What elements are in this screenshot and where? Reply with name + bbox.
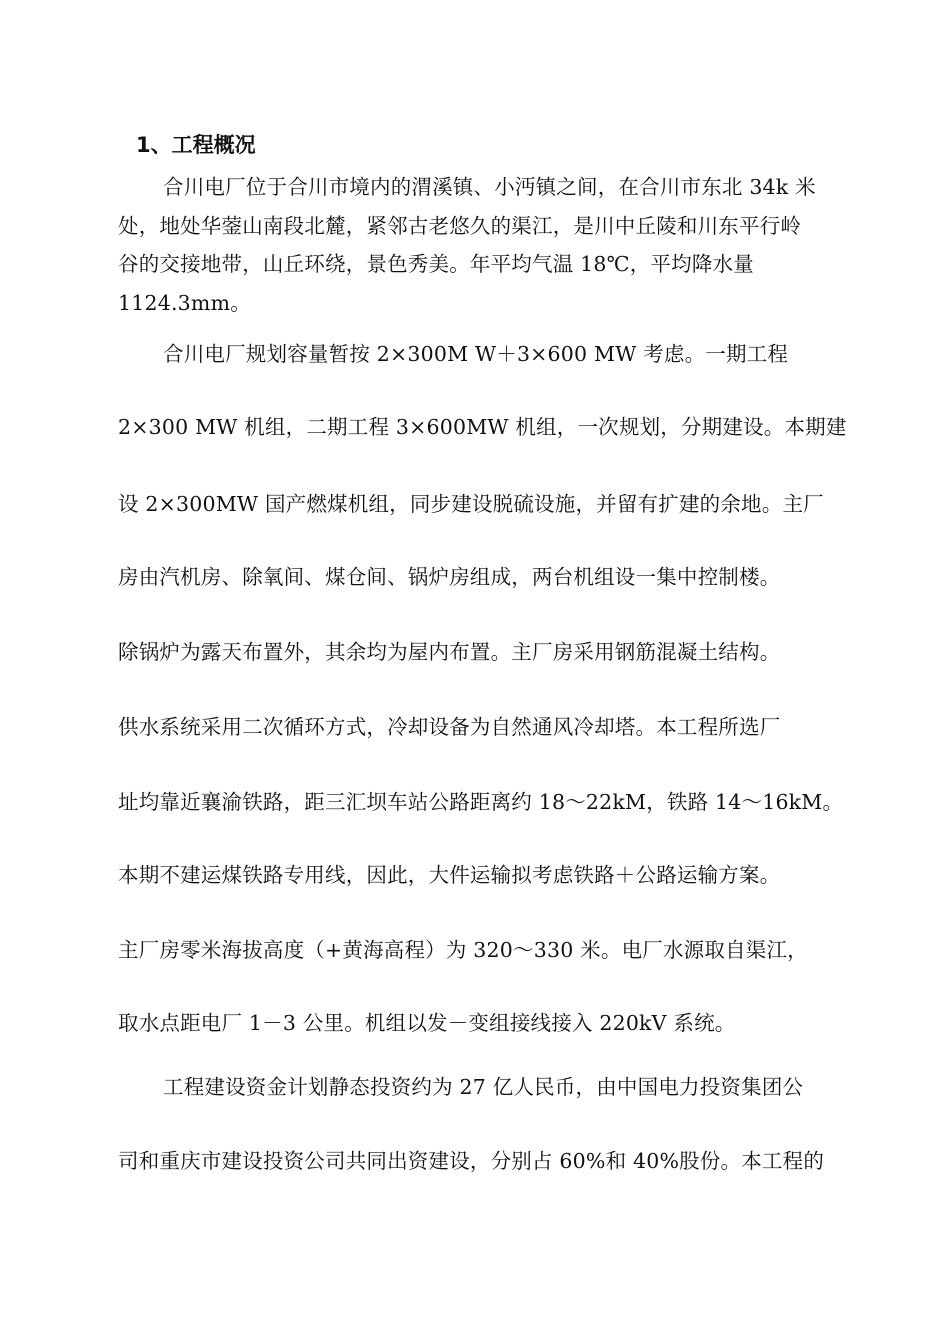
paragraph-2-line-6: 供水系统采用二次循环方式，冷却设备为自然通风冷却塔。本工程所选厂 — [118, 715, 781, 739]
paragraph-1-line-4: 1124.3mm。 — [118, 291, 251, 315]
paragraph-1-line-1: 合川电厂位于合川市境内的渭溪镇、小沔镇之间，在合川市东北 34k 米 — [163, 175, 816, 199]
paragraph-1-line-2: 处，地处华蓥山南段北麓，紧邻古老悠久的渠江，是川中丘陵和川东平行岭 — [118, 214, 802, 238]
paragraph-1-line-3: 谷的交接地带，山丘环绕，景色秀美。年平均气温 18℃，平均降水量 — [118, 252, 754, 276]
paragraph-3-line-1: 工程建设资金计划静态投资约为 27 亿人民币，由中国电力投资集团公 — [163, 1075, 804, 1099]
paragraph-2-line-7: 址均靠近襄渝铁路，距三汇坝车站公路距离约 18～22kM，铁路 14～16kM。 — [118, 790, 844, 814]
paragraph-2-line-3: 设 2×300MW 国产燃煤机组，同步建设脱硫设施，并留有扩建的余地。主厂 — [118, 492, 824, 516]
paragraph-2-line-4: 房由汽机房、除氧间、煤仓间、锅炉房组成，两台机组设一集中控制楼。 — [118, 565, 781, 589]
section-heading: 1、工程概况 — [136, 133, 256, 157]
paragraph-2-line-1: 合川电厂规划容量暂按 2×300M W＋3×600 MW 考虑。一期工程 — [163, 342, 789, 366]
paragraph-2-line-8: 本期不建运煤铁路专用线，因此，大件运输拟考虑铁路＋公路运输方案。 — [118, 863, 781, 887]
paragraph-3-line-2: 司和重庆市建设投资公司共同出资建设，分别占 60%和 40%股份。本工程的 — [118, 1149, 825, 1173]
paragraph-2-line-10: 取水点距电厂 1－3 公里。机组以发－变组接线接入 220kV 系统。 — [118, 1011, 736, 1035]
paragraph-2-line-9: 主厂房零米海拔高度（+黄海高程）为 320～330 米。电厂水源取自渠江， — [118, 938, 808, 962]
paragraph-2-line-5: 除锅炉为露天布置外，其余均为屋内布置。主厂房采用钢筋混凝土结构。 — [118, 640, 781, 664]
paragraph-2-line-2: 2×300 MW 机组，二期工程 3×600MW 机组，一次规划，分期建设。本期建 — [118, 415, 847, 439]
